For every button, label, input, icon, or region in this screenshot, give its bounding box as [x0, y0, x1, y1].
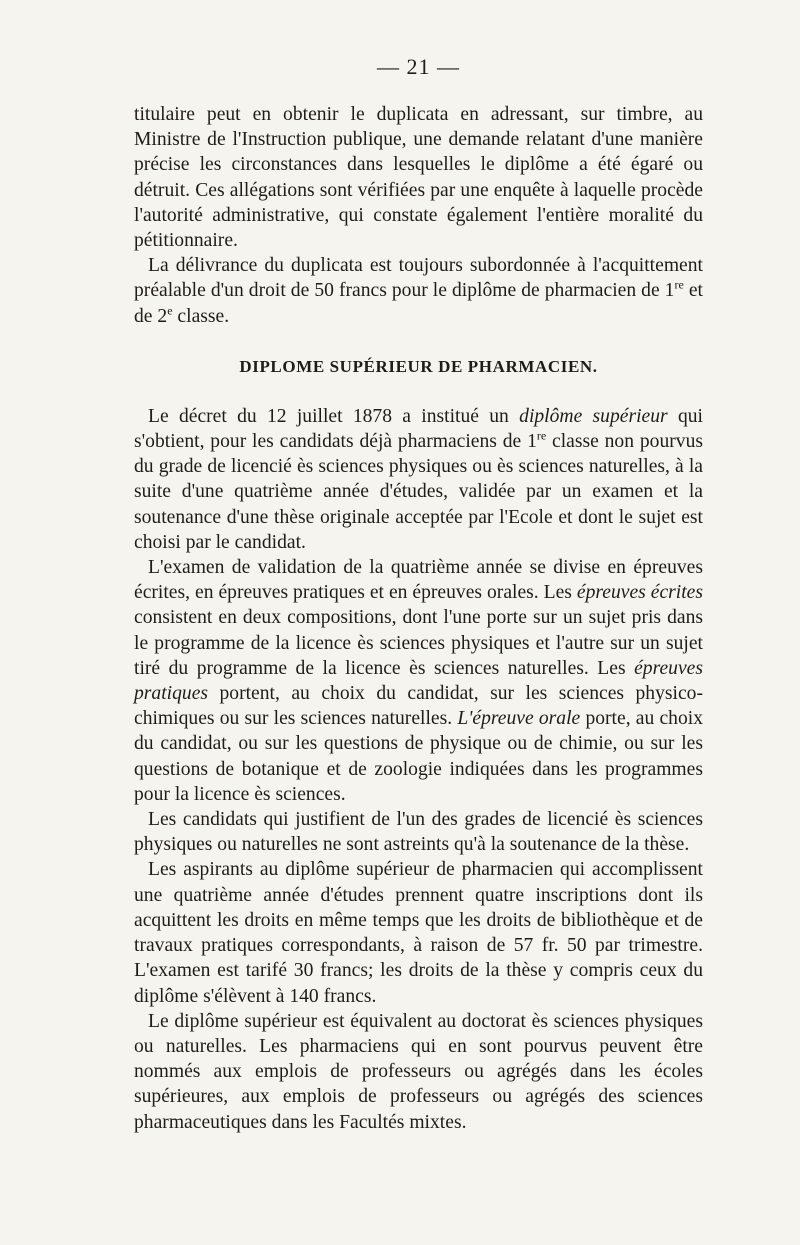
text-run: et de 2 [134, 280, 703, 327]
page-number: — 21 — [377, 54, 460, 79]
text-run: porte, au choix du candidat, ou sur les questions de physique ou de chimie, ou sur les questions de botanique et de zoologie indiquées dans les programmes pour la licence ès sciences. [134, 708, 703, 805]
section-heading: DIPLOME SUPÉRIEUR DE PHARMACIEN. [239, 356, 598, 376]
text-run: classe non pourvus du grade de licencié ès sciences physiques ou ès sciences naturelles, à la suite d'une quatrième année d'études, validée par un examen et la soutenance d'une thèse originale acceptée par l'Ecole et dont le sujet est choisi par le candidat. [134, 431, 703, 553]
superscript: e [167, 303, 173, 318]
italic-term: épreuves pratiques [134, 657, 703, 705]
paragraph-candidats: Les candidats qui justifient de l'un des grades de licencié ès sciences physiques ou naturelles ne sont astreints qu'à la soutenance de la thèse. [134, 809, 703, 856]
text-run: qui s'obtient, pour les candidats déjà pharmaciens de 1 [134, 405, 703, 453]
paragraph-equivalence: Le diplôme supérieur est équivalent au doctorat ès sciences physiques ou naturelles. Les pharmaciens qui en sont pourvus peuvent être nommés aux emplois de professeurs ou agrégés dans les écoles supérieures, aux emplois de professeurs ou agrégés des sciences pharmaceutiques dans les Facultés mixtes. [134, 1010, 703, 1133]
text-run: consistent en deux compositions, dont l'une porte sur un sujet pris dans le programme de la licence ès sciences physiques et l'autre sur un sujet tiré du programme de la licence ès sciences naturelles. Les [134, 607, 703, 679]
paragraph-delivrance [134, 253, 703, 329]
text-run: L'examen de validation de la quatrième année se divise en épreuves écrites, en épreuves pratiques et en épreuves orales. Les [134, 557, 703, 604]
text-run: La délivrance du duplicata est toujours subordonnée à l'acquittement préalable d'un droit de 50 francs pour le diplôme de pharmacien de 1 [134, 255, 703, 302]
italic-term: épreuves écrites [576, 582, 704, 604]
paragraph-duplicata: titulaire peut en obtenir le duplicata en adressant, sur timbre, au Ministre de l'Instruction publique, une demande relatant d'une manière précise les circonstances dans lesquelles le diplôme a été égaré ou détruit. Ces allégations sont vérifiées par une enquête à laquelle procède l'autorité administrative, qui constate également l'entière moralité du pétitionnaire. [134, 104, 703, 252]
italic-term: diplôme supérieur [519, 405, 668, 427]
text-run: portent, au choix du candidat, sur les sciences physico-chimiques ou sur les sciences naturelles. [134, 683, 703, 730]
text-run: Le décret du 12 juillet 1878 a institué un [148, 405, 520, 427]
superscript: re [536, 428, 547, 443]
paragraph-examen [134, 555, 703, 807]
italic-term: L'épreuve orale [457, 708, 581, 730]
paragraph-decret [134, 404, 703, 555]
paragraph-aspirants: Les aspirants au diplôme supérieur de pharmacien qui accomplissent une quatrième année d'études prennent quatre inscriptions dont ils acquittent les droits en même temps que les droits de bibliothèque et de travaux pratiques correspondants, à raison de 57 fr. 50 par trimestre. L'examen est tarifé 30 francs; les droits de la thèse y compris ceux du diplôme s'élèvent à 140 francs. [134, 859, 703, 1007]
text-run: classe. [172, 305, 230, 327]
superscript: re [674, 277, 684, 292]
